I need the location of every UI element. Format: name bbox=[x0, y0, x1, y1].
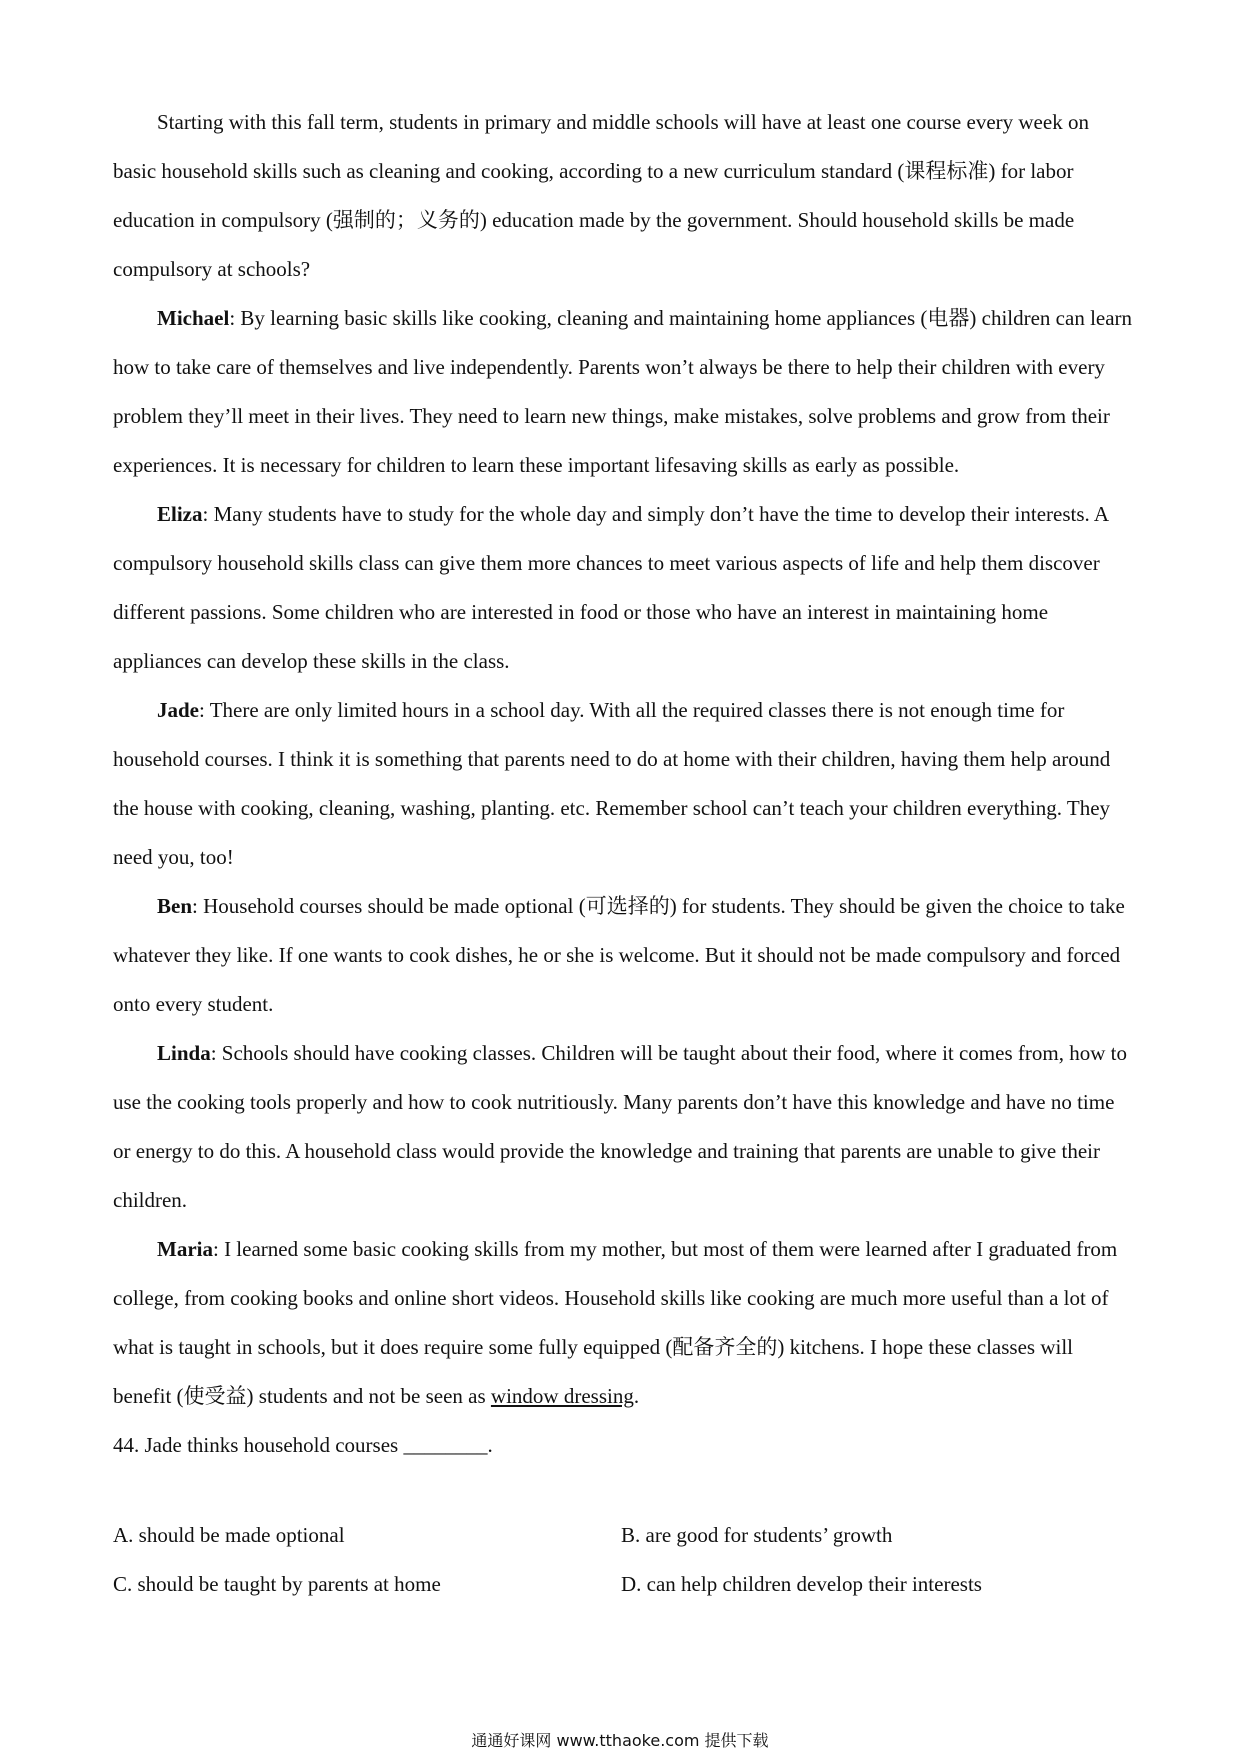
opinion-text: : I learned some basic cooking skills from my mother, but most of them were learned after I graduated from college, from cooking books and online short videos. Household skills like cooking are much more useful than a lot of what is taught in schools, but it does require some fully equipped (配备齐全的) kitchens. I hope these classes will benefit (使受益) students and not be seen as bbox=[113, 1237, 1118, 1408]
opinion-text: : Household courses should be made optional (可选择的) for students. They should be given the choice to take whatever they like. If one wants to cook dishes, he or she is welcome. But it should not be made compulsory and forced onto every student. bbox=[113, 894, 1125, 1016]
opinion-maria bbox=[113, 1225, 1133, 1421]
speaker-name: Maria bbox=[157, 1237, 213, 1261]
opinion-tail: . bbox=[633, 1384, 640, 1408]
opinion-text: : There are only limited hours in a school day. With all the required classes there is not enough time for household courses. I think it is something that parents need to do at home with their children, having them help around the house with cooking, cleaning, washing, planting. etc. Remember school can’t teach your children everything. They need you, too! bbox=[113, 698, 1111, 869]
speaker-name: Ben bbox=[157, 894, 193, 918]
page-footer: 通通好课网 www.tthaoke.com 提供下载 bbox=[471, 1731, 769, 1750]
options-row bbox=[113, 1560, 1133, 1609]
opinion-linda bbox=[113, 1029, 1133, 1225]
opinion-text: : Schools should have cooking classes. Children will be taught about their food, where it comes from, how to use the cooking tools properly and how to cook nutritiously. Many parents don’t have this knowledge and have no time or energy to do this. A household class would provide the knowledge and training that parents are unable to give their children. bbox=[113, 1041, 1127, 1212]
answer-options bbox=[113, 1511, 1133, 1609]
speaker-name: Linda bbox=[157, 1041, 211, 1065]
question-stem: 44. Jade thinks household courses ________. bbox=[113, 1433, 493, 1457]
passage bbox=[113, 98, 1133, 1470]
speaker-name: Michael bbox=[157, 306, 230, 330]
intro-paragraph: Starting with this fall term, students in primary and middle schools will have at least one course every week on basic household skills such as cleaning and cooking, according to a new curriculum standard (课程标准) for labor education in compulsory (强制的；义务的) education made by the government. Should household skills be made compulsory at schools? bbox=[113, 110, 1089, 281]
option-b: B. are good for students’ growth bbox=[621, 1523, 893, 1547]
option-d: D. can help children develop their interests bbox=[621, 1572, 982, 1596]
opinion-jade bbox=[113, 686, 1133, 882]
option-a: A. should be made optional bbox=[113, 1523, 345, 1547]
opinion-ben bbox=[113, 882, 1133, 1029]
speaker-name: Jade bbox=[157, 698, 199, 722]
speaker-name: Eliza bbox=[157, 502, 203, 526]
opinion-text: : Many students have to study for the whole day and simply don’t have the time to develop their interests. A compulsory household skills class can give them more chances to meet various aspects of life and help them discover different passions. Some children who are interested in food or those who have an interest in maintaining home appliances can develop these skills in the class. bbox=[113, 502, 1108, 673]
underlined-phrase: window dressing bbox=[490, 1384, 634, 1408]
opinion-eliza bbox=[113, 490, 1133, 686]
options-row bbox=[113, 1511, 1133, 1560]
opinion-text: : By learning basic skills like cooking, cleaning and maintaining home appliances (电器) children can learn how to take care of themselves and live independently. Parents won’t always be there to help their children with every problem they’ll meet in their lives. They need to learn new things, make mistakes, solve problems and grow from their experiences. It is necessary for children to learn these important lifesaving skills as early as possible. bbox=[113, 306, 1133, 477]
opinion-michael bbox=[113, 294, 1133, 490]
option-c: C. should be taught by parents at home bbox=[113, 1572, 441, 1596]
